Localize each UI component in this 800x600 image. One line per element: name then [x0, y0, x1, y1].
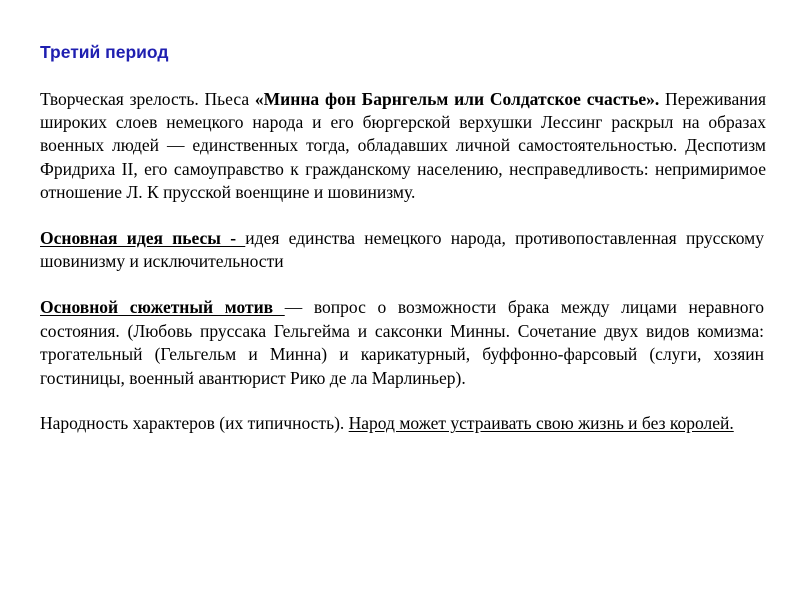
p1-prefix: Творческая зрелость. Пьеса	[40, 88, 255, 109]
plot-motif-text: — вопрос о возможности брака между лицами неравного состояния. (Любовь пруссака Гельгейма и саксонки Минны. Сочетание двух видов комизма: трогательный (Гельгельм и Минна) и карикатурный, буффонно-фарсовый (слуги, хозяин гостиницы, военный авантюрист Рико де ла Марлиньер).	[40, 297, 764, 388]
p1-text: Переживания широких слоев немецкого народа и его бюргерской верхушки Лессинг раскрыл на образах военных людей — единственных тогда, обладавших личной самостоятельностью. Деспотизм Фридриха II, его самоуправство к гражданскому населению, несправедливость: непримиримое отношение Л. К прусской военщине и шовинизму.	[40, 88, 767, 203]
paragraph-nationality	[40, 412, 766, 435]
main-idea-text: идея единства немецкого народа, противопоставленная прусскому шовинизму и исключительности	[40, 228, 764, 272]
spacer	[40, 64, 766, 88]
nationality-underlined: Народ может устраивать свою жизнь и без королей.	[348, 413, 734, 434]
slide-content	[40, 41, 766, 436]
paragraph-plot-motif	[40, 296, 764, 390]
spacer	[40, 205, 766, 228]
plot-motif-label: Основной сюжетный мотив	[40, 297, 285, 318]
main-idea-label: Основная идея пьесы -	[40, 228, 246, 249]
slide-title: Третий период	[40, 42, 169, 62]
spacer	[40, 390, 766, 413]
play-title: «Минна фон Барнгельм или Солдатское счастье».	[254, 88, 660, 109]
paragraph-main-idea	[40, 227, 764, 274]
spacer	[40, 274, 766, 297]
nationality-text: Народность характеров (их типичность).	[40, 413, 349, 434]
paragraph-creative-maturity	[40, 88, 766, 205]
